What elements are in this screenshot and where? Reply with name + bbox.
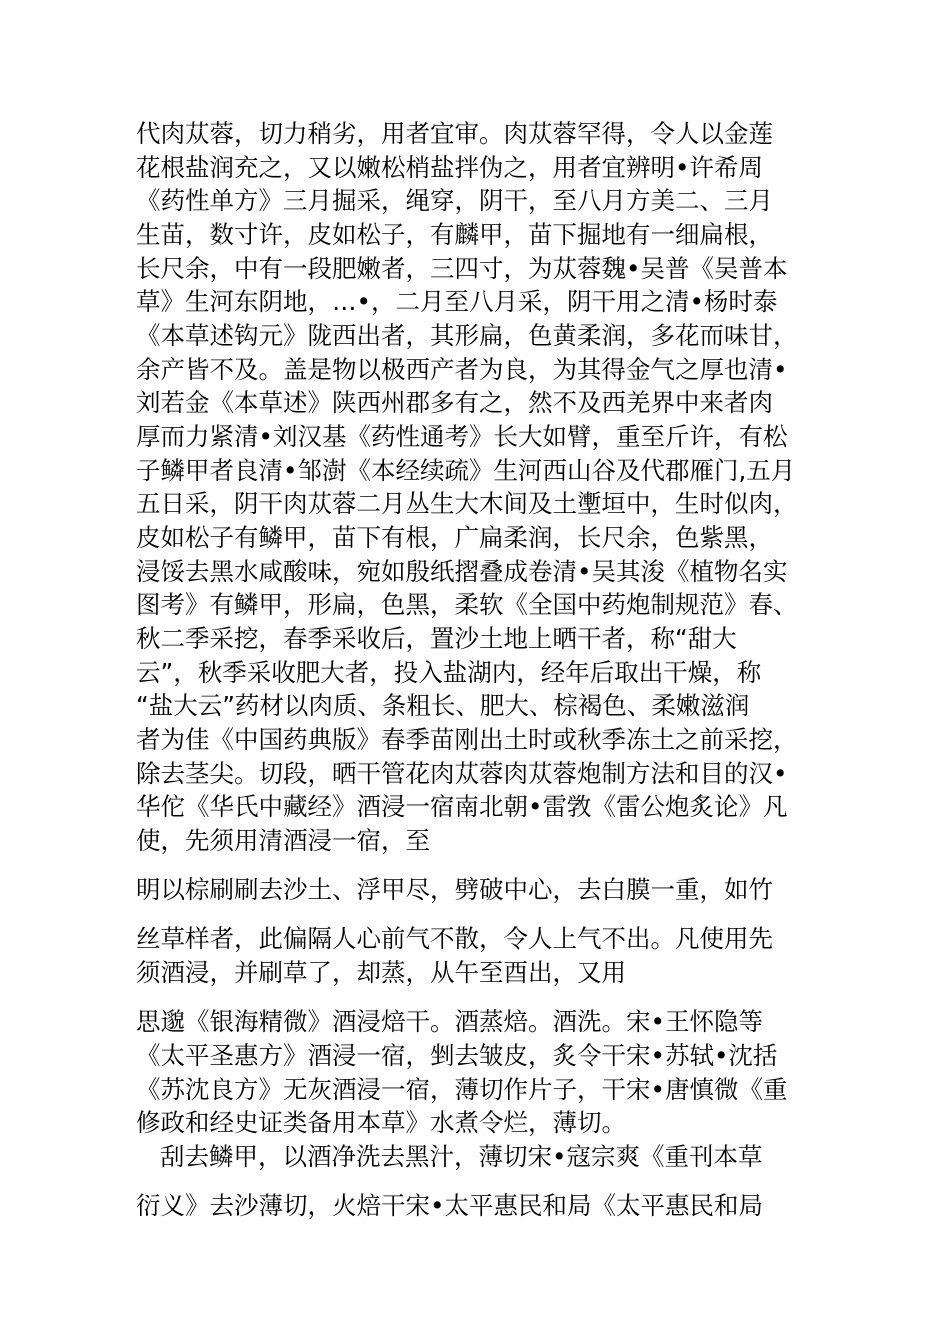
text-line: 须酒浸，并刷草了，却蒸，从午至酉出，又用: [136, 958, 626, 987]
text-line: 除去茎尖。切段，晒干管花肉苁蓉肉苁蓉炮制方法和目的汉•: [136, 759, 788, 788]
text-line: 《太平圣惠方》酒浸一宿，剉去皱皮，炙令干宋•苏轼•沈括: [136, 1041, 778, 1070]
text-line: 秋二季采挖，春季采收后，置沙土地上晒干者，称“甜大: [136, 624, 737, 653]
text-line: 代肉苁蓉，切力稍劣，用者宜审。肉苁蓉罕得，令人以金莲: [136, 119, 773, 148]
text-line: 余产皆不及。盖是物以极西产者为良，为其得金气之厚也清•: [136, 355, 788, 384]
text-line: 修政和经史证类备用本草》水煮令烂，薄切。: [136, 1108, 626, 1137]
text-line: 云”，秋季采收肥大者，投入盐湖内，经年后取出干燥，称: [136, 658, 762, 687]
text-line: 使，先须用清酒浸一宿，至: [136, 826, 430, 855]
text-line: 衍义》去沙薄切，火焙干宋•太平惠民和局《太平惠民和局: [136, 1191, 763, 1220]
text-line: 刘若金《本草述》陕西州郡多有之，然不及西羌界中来者肉: [136, 388, 773, 417]
text-line: 华佗《华氏中藏经》酒浸一宿南北朝•雷敩《雷公炮炙论》凡: [136, 792, 788, 821]
text-line: 五日采，阴干肉苁蓉二月丛生大木间及土壍垣中，生时似肉，: [136, 489, 798, 518]
text-line: 《药性单方》三月掘采，绳穿，阴干，至八月方美二、三月: [136, 186, 773, 215]
text-line: 长尺余，中有一段肥嫩者，三四寸，为苁蓉魏•吴普《吴普本: [136, 254, 788, 283]
text-line: 厚而力紧清•刘汉基《药性通考》长大如臂，重至斤许，有松: [136, 422, 788, 451]
text-line: 草》生河东阴地，…•，二月至八月采，阴干用之清•杨时泰: [136, 287, 778, 316]
text-line: 《本草述钩元》陇西出者，其形扁，色黄柔润，多花而味甘，: [136, 321, 798, 350]
text-line: 生苗，数寸许，皮如松子，有麟甲，苗下掘地有一细扁根，: [136, 220, 773, 249]
text-line: 者为佳《中国药典版》春季苗刚出土时或秋季冻土之前采挖，: [136, 725, 798, 754]
text-line: 浸馁去黑水咸酸味，宛如殷纸摺叠成卷清•吴其浚《植物名实: [136, 557, 788, 586]
text-line: 皮如松子有鳞甲，苗下有根，广扁柔润，长尺余，色紫黑，: [136, 523, 773, 552]
text-line: 刮去鳞甲，以酒净洗去黑汁，薄切宋•寇宗爽《重刊本草: [160, 1142, 763, 1171]
text-line: “盐大云”药材以肉质、条粗长、肥大、棕褐色、柔嫩滋润: [136, 691, 750, 720]
text-line: 子鳞甲者良清•邹澍《本经续疏》生河西山谷及代郡雁门,五月: [136, 456, 796, 485]
text-line: 图考》有鳞甲，形扁，色黑，柔软《全国中药炮制规范》春、: [136, 590, 798, 619]
text-line: 明以棕刷刷去沙土、浮甲尽，劈破中心，去白膜一重，如竹: [136, 875, 773, 904]
text-line: 《苏沈良方》无灰酒浸一宿，薄切作片子，干宋•唐慎微《重: [136, 1075, 788, 1104]
text-line: 思邈《银海精微》酒浸焙干。酒蒸焙。酒洗。宋•王怀隐等: [136, 1007, 763, 1036]
text-line: 丝草样者，此偏隔人心前气不散，令人上气不出。凡使用先: [136, 924, 773, 953]
text-line: 花根盐润充之，又以嫩松梢盐拌伪之，用者宜辨明•许希周: [136, 153, 763, 182]
